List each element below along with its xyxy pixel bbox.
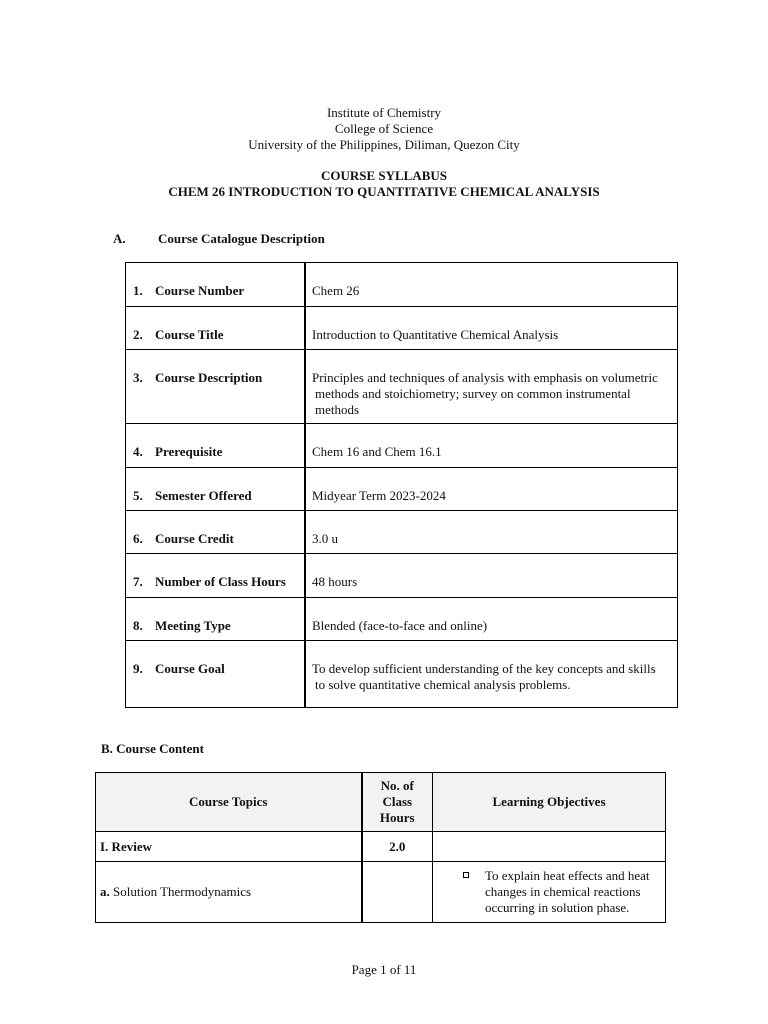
row-value: Chem 26 (312, 283, 360, 298)
row-number: 5. (133, 488, 143, 503)
row-label: Meeting Type (155, 618, 231, 633)
row-label: Prerequisite (155, 444, 223, 459)
topic-cell (96, 862, 362, 923)
row-label-cell (126, 554, 306, 598)
row-value-cell (305, 350, 678, 424)
institute-name: Institute of Chemistry (326, 105, 442, 120)
row-label: Course Title (155, 327, 224, 342)
row-value: 48 hours (312, 574, 358, 589)
row-label-cell (126, 598, 306, 641)
header-line: No. of (380, 778, 414, 793)
catalogue-table (125, 262, 678, 708)
table-header-row (96, 773, 666, 832)
row-label: Course Number (155, 283, 245, 298)
row-label-cell (126, 263, 306, 307)
institution-header (0, 105, 768, 153)
topic-name: Solution Thermodynamics (113, 884, 252, 899)
page-number: Page 1 of 11 (351, 962, 417, 977)
table-row (126, 350, 678, 424)
column-header-topics: Course Topics (96, 773, 362, 832)
row-label-cell (126, 350, 306, 424)
table-row (126, 468, 678, 511)
checkbox-bullet-icon (463, 872, 469, 878)
row-label: Course Credit (155, 531, 234, 546)
table-row (126, 641, 678, 708)
section-b-heading: B. Course Content (101, 741, 204, 756)
objective-line: occurring in solution phase. (485, 900, 630, 915)
row-number: 9. (133, 661, 143, 676)
hours-cell (362, 862, 433, 923)
row-value-cell (305, 468, 678, 511)
row-value: Introduction to Quantitative Chemical Analysis (312, 327, 559, 342)
objective-line: To explain heat effects and heat (485, 868, 650, 883)
row-label: Course Goal (155, 661, 225, 676)
row-number: 6. (133, 531, 143, 546)
row-value-cell (305, 641, 678, 708)
table-row (126, 424, 678, 468)
row-number: 1. (133, 283, 143, 298)
course-heading: CHEM 26 INTRODUCTION TO QUANTITATIVE CHEMICAL ANALYSIS (168, 184, 600, 199)
row-value (306, 350, 677, 418)
objective-text (461, 868, 659, 916)
value-line: methods and stoichiometry; survey on common instrumental (315, 386, 631, 401)
row-number: 8. (133, 618, 143, 633)
row-value-cell (305, 511, 678, 554)
header-line: Class (382, 794, 413, 809)
row-value-cell (305, 307, 678, 350)
row-label: Semester Offered (155, 488, 252, 503)
objectives-cell (433, 862, 666, 923)
table-row (126, 307, 678, 350)
syllabus-heading: COURSE SYLLABUS (320, 168, 448, 183)
section-a-letter: A. (113, 231, 126, 246)
row-value-cell (305, 554, 678, 598)
row-number: 3. (133, 370, 143, 385)
row-value-cell (305, 598, 678, 641)
row-label-cell (126, 424, 306, 468)
row-label: Course Description (155, 370, 263, 385)
table-row (126, 598, 678, 641)
row-label: Number of Class Hours (155, 574, 286, 589)
row-value: Blended (face-to-face and online) (312, 618, 488, 633)
table-row (126, 511, 678, 554)
column-header-hours (362, 773, 433, 832)
row-label-cell (126, 307, 306, 350)
table-row (96, 832, 666, 862)
course-content-table (95, 772, 666, 923)
column-header-objectives: Learning Objectives (433, 773, 666, 832)
table-row (96, 862, 666, 923)
value-line: to solve quantitative chemical analysis problems. (315, 677, 571, 692)
row-value (306, 641, 677, 693)
hours-cell: 2.0 (362, 832, 433, 862)
row-label-cell (126, 641, 306, 708)
row-value: 3.0 u (312, 531, 338, 546)
row-value-cell (305, 424, 678, 468)
university-name: University of the Philippines, Diliman, Quezon City (248, 137, 520, 152)
section-a-heading (113, 231, 325, 247)
row-label-cell (126, 468, 306, 511)
row-value: Midyear Term 2023-2024 (312, 488, 446, 503)
table-row (126, 263, 678, 307)
college-name: College of Science (334, 121, 434, 136)
objective-line: changes in chemical reactions (485, 884, 641, 899)
value-line: To develop sufficient understanding of the key concepts and skills (312, 661, 656, 676)
row-number: 2. (133, 327, 143, 342)
value-line: methods (315, 402, 360, 417)
topic-cell: I. Review (96, 832, 362, 862)
row-number: 4. (133, 444, 143, 459)
section-a-title: Course Catalogue Description (158, 231, 325, 246)
topic-prefix: a. (100, 884, 110, 899)
objectives-cell (433, 832, 666, 862)
document-title (0, 168, 768, 200)
row-label-cell (126, 511, 306, 554)
row-value-cell (305, 263, 678, 307)
table-row (126, 554, 678, 598)
row-number: 7. (133, 574, 143, 589)
value-line: Principles and techniques of analysis with emphasis on volumetric (312, 370, 658, 385)
row-value: Chem 16 and Chem 16.1 (312, 444, 442, 459)
header-line: Hours (379, 810, 415, 825)
